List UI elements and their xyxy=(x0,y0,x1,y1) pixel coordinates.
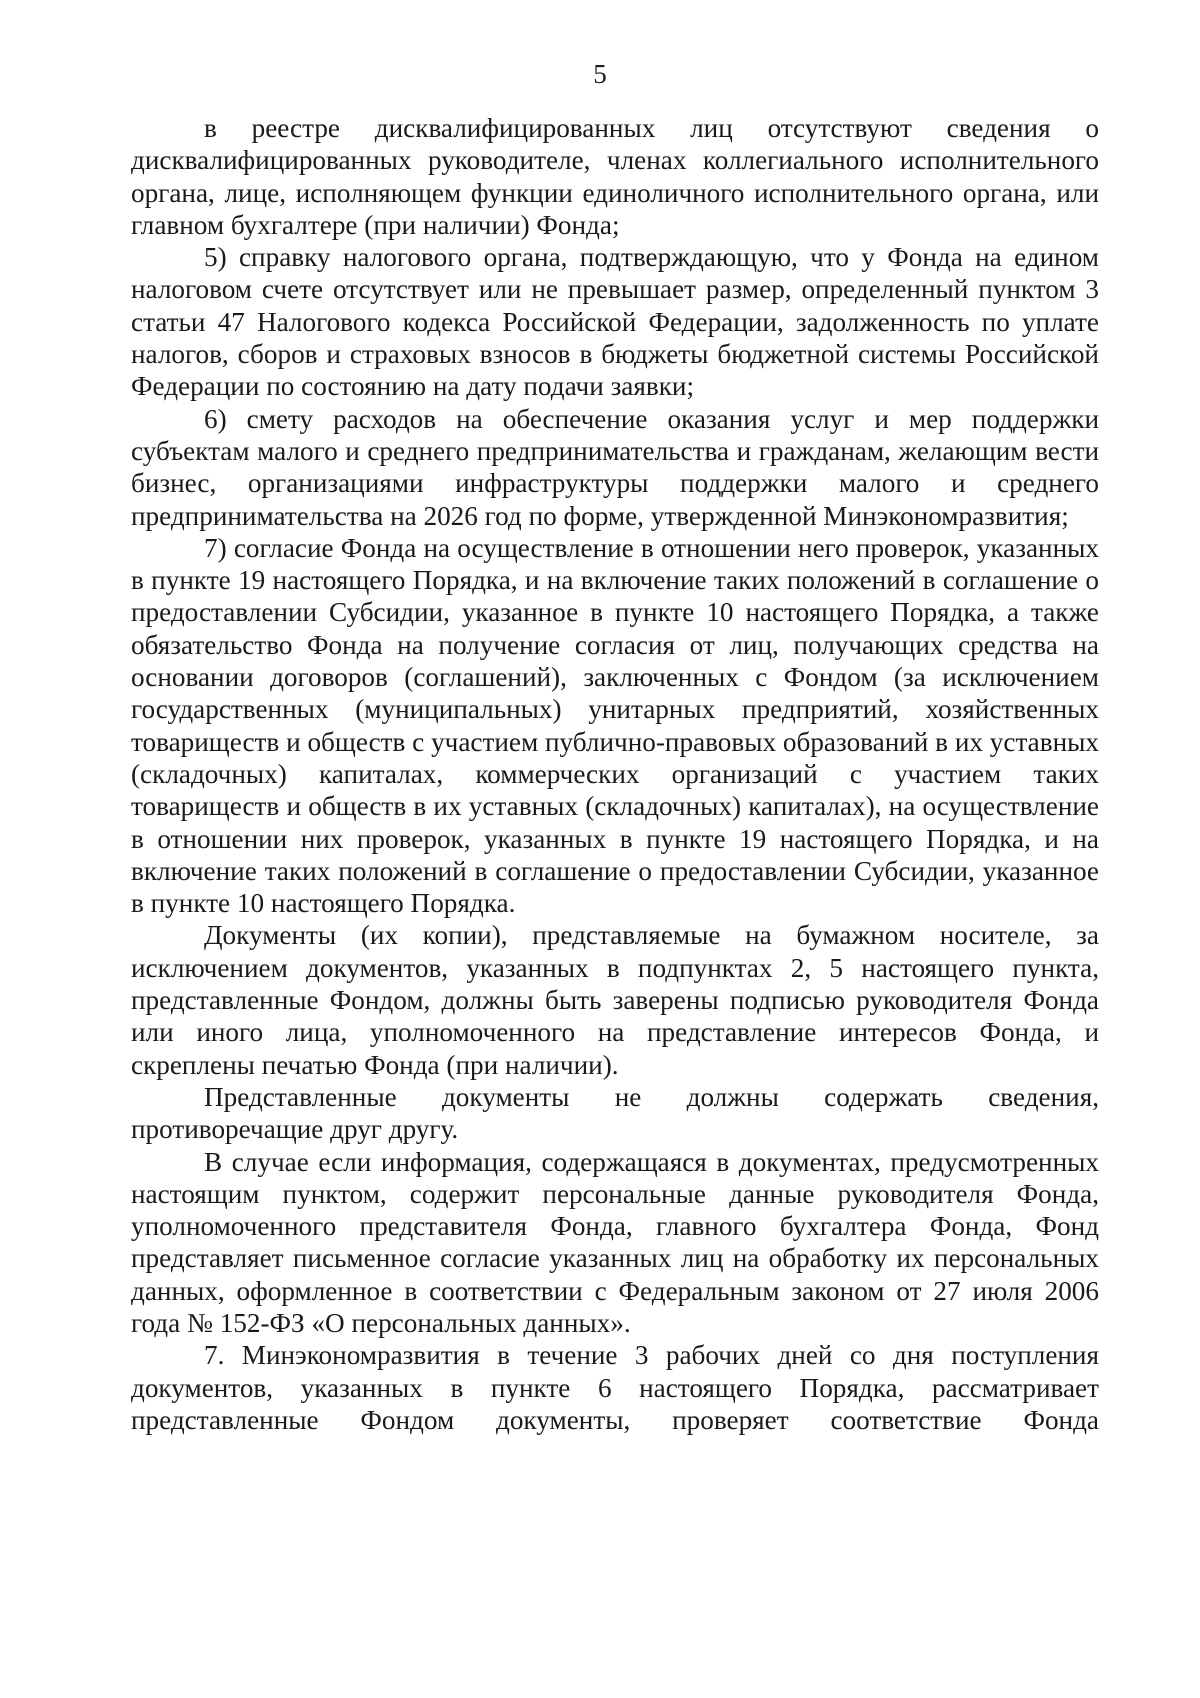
paragraph-item-5-tax-certificate: 5) справку налогового органа, подтверждающую, что у Фонда на едином налоговом счете отсутствует или не превышает размер, определенный пунктом 3 статьи 47 Налогового кодекса Российской Федерации, задолженность по уплате налогов, сборов и страховых взносов в бюджеты бюджетной системы Российской Федерации по состоянию на дату подачи заявки; xyxy=(131,242,1099,402)
document-body xyxy=(131,112,1099,1436)
paragraph-no-contradictions: Представленные документы не должны содержать сведения, противоречащие друг другу. xyxy=(131,1081,1099,1145)
paragraph-item-6-expense-estimate: 6) смету расходов на обеспечение оказания услуг и мер поддержки субъектам малого и среднего предпринимательства и гражданам, желающим вести бизнес, организациями инфраструктуры поддержки малого и среднего предпринимательства на 2026 год по форме, утвержденной Минэкономразвития; xyxy=(131,403,1099,531)
paragraph-point-7-review: 7. Минэкономразвития в течение 3 рабочих дней со дня поступления документов, указанных в пункте 6 настоящего Порядка, рассматривает представленные Фондом документы, проверяет соответствие Фонда xyxy=(131,1340,1099,1435)
paragraph-registry-info: в реестре дисквалифицированных лиц отсутствуют сведения о дисквалифицированных руководителе, членах коллегиального исполнительного органа, лице, исполняющем функции единоличного исполнительного органа, или главном бухгалтере (при наличии) Фонда; xyxy=(131,113,1099,240)
paragraph-personal-data-consent: В случае если информация, содержащаяся в документах, предусмотренных настоящим пунктом, содержит персональные данные руководителя Фонда, уполномоченного представителя Фонда, главного бухгалтера Фонда, Фонд представляет письменное согласие указанных лиц на обработку их персональных данных, оформленное в соответствии с Федеральным законом от 27 июля 2006 года № 152-ФЗ «О персональных данных». xyxy=(131,1146,1099,1338)
page-number: 5 xyxy=(593,59,607,89)
paragraph-document-certification: Документы (их копии), представляемые на бумажном носителе, за исключением документов, указанных в подпунктах 2, 5 настоящего пункта, представленные Фондом, должны быть заверены подписью руководителя Фонда или иного лица, уполномоченного на представление интересов Фонда, и скреплены печатью Фонда (при наличии). xyxy=(131,920,1099,1080)
paragraph-item-7-consent: 7) согласие Фонда на осуществление в отношении него проверок, указанных в пункте 19 настоящего Порядка, и на включение таких положений в соглашение о предоставлении Субсидии, указанное в пункте 10 настоящего Порядка, а также обязательство Фонда на получение согласия от лиц, получающих средства на основании договоров (соглашений), заключенных с Фондом (за исключением государственных (муниципальных) унитарных предприятий, хозяйственных товариществ и обществ с участием публично-правовых образований в их уставных (складочных) капиталах, коммерческих организаций с участием таких товариществ и обществ в их уставных (складочных) капиталах), на осуществление в отношении них проверок, указанных в пункте 19 настоящего Порядка, и на включение таких положений в соглашение о предоставлении Субсидии, указанное в пункте 10 настоящего Порядка. xyxy=(131,532,1099,919)
